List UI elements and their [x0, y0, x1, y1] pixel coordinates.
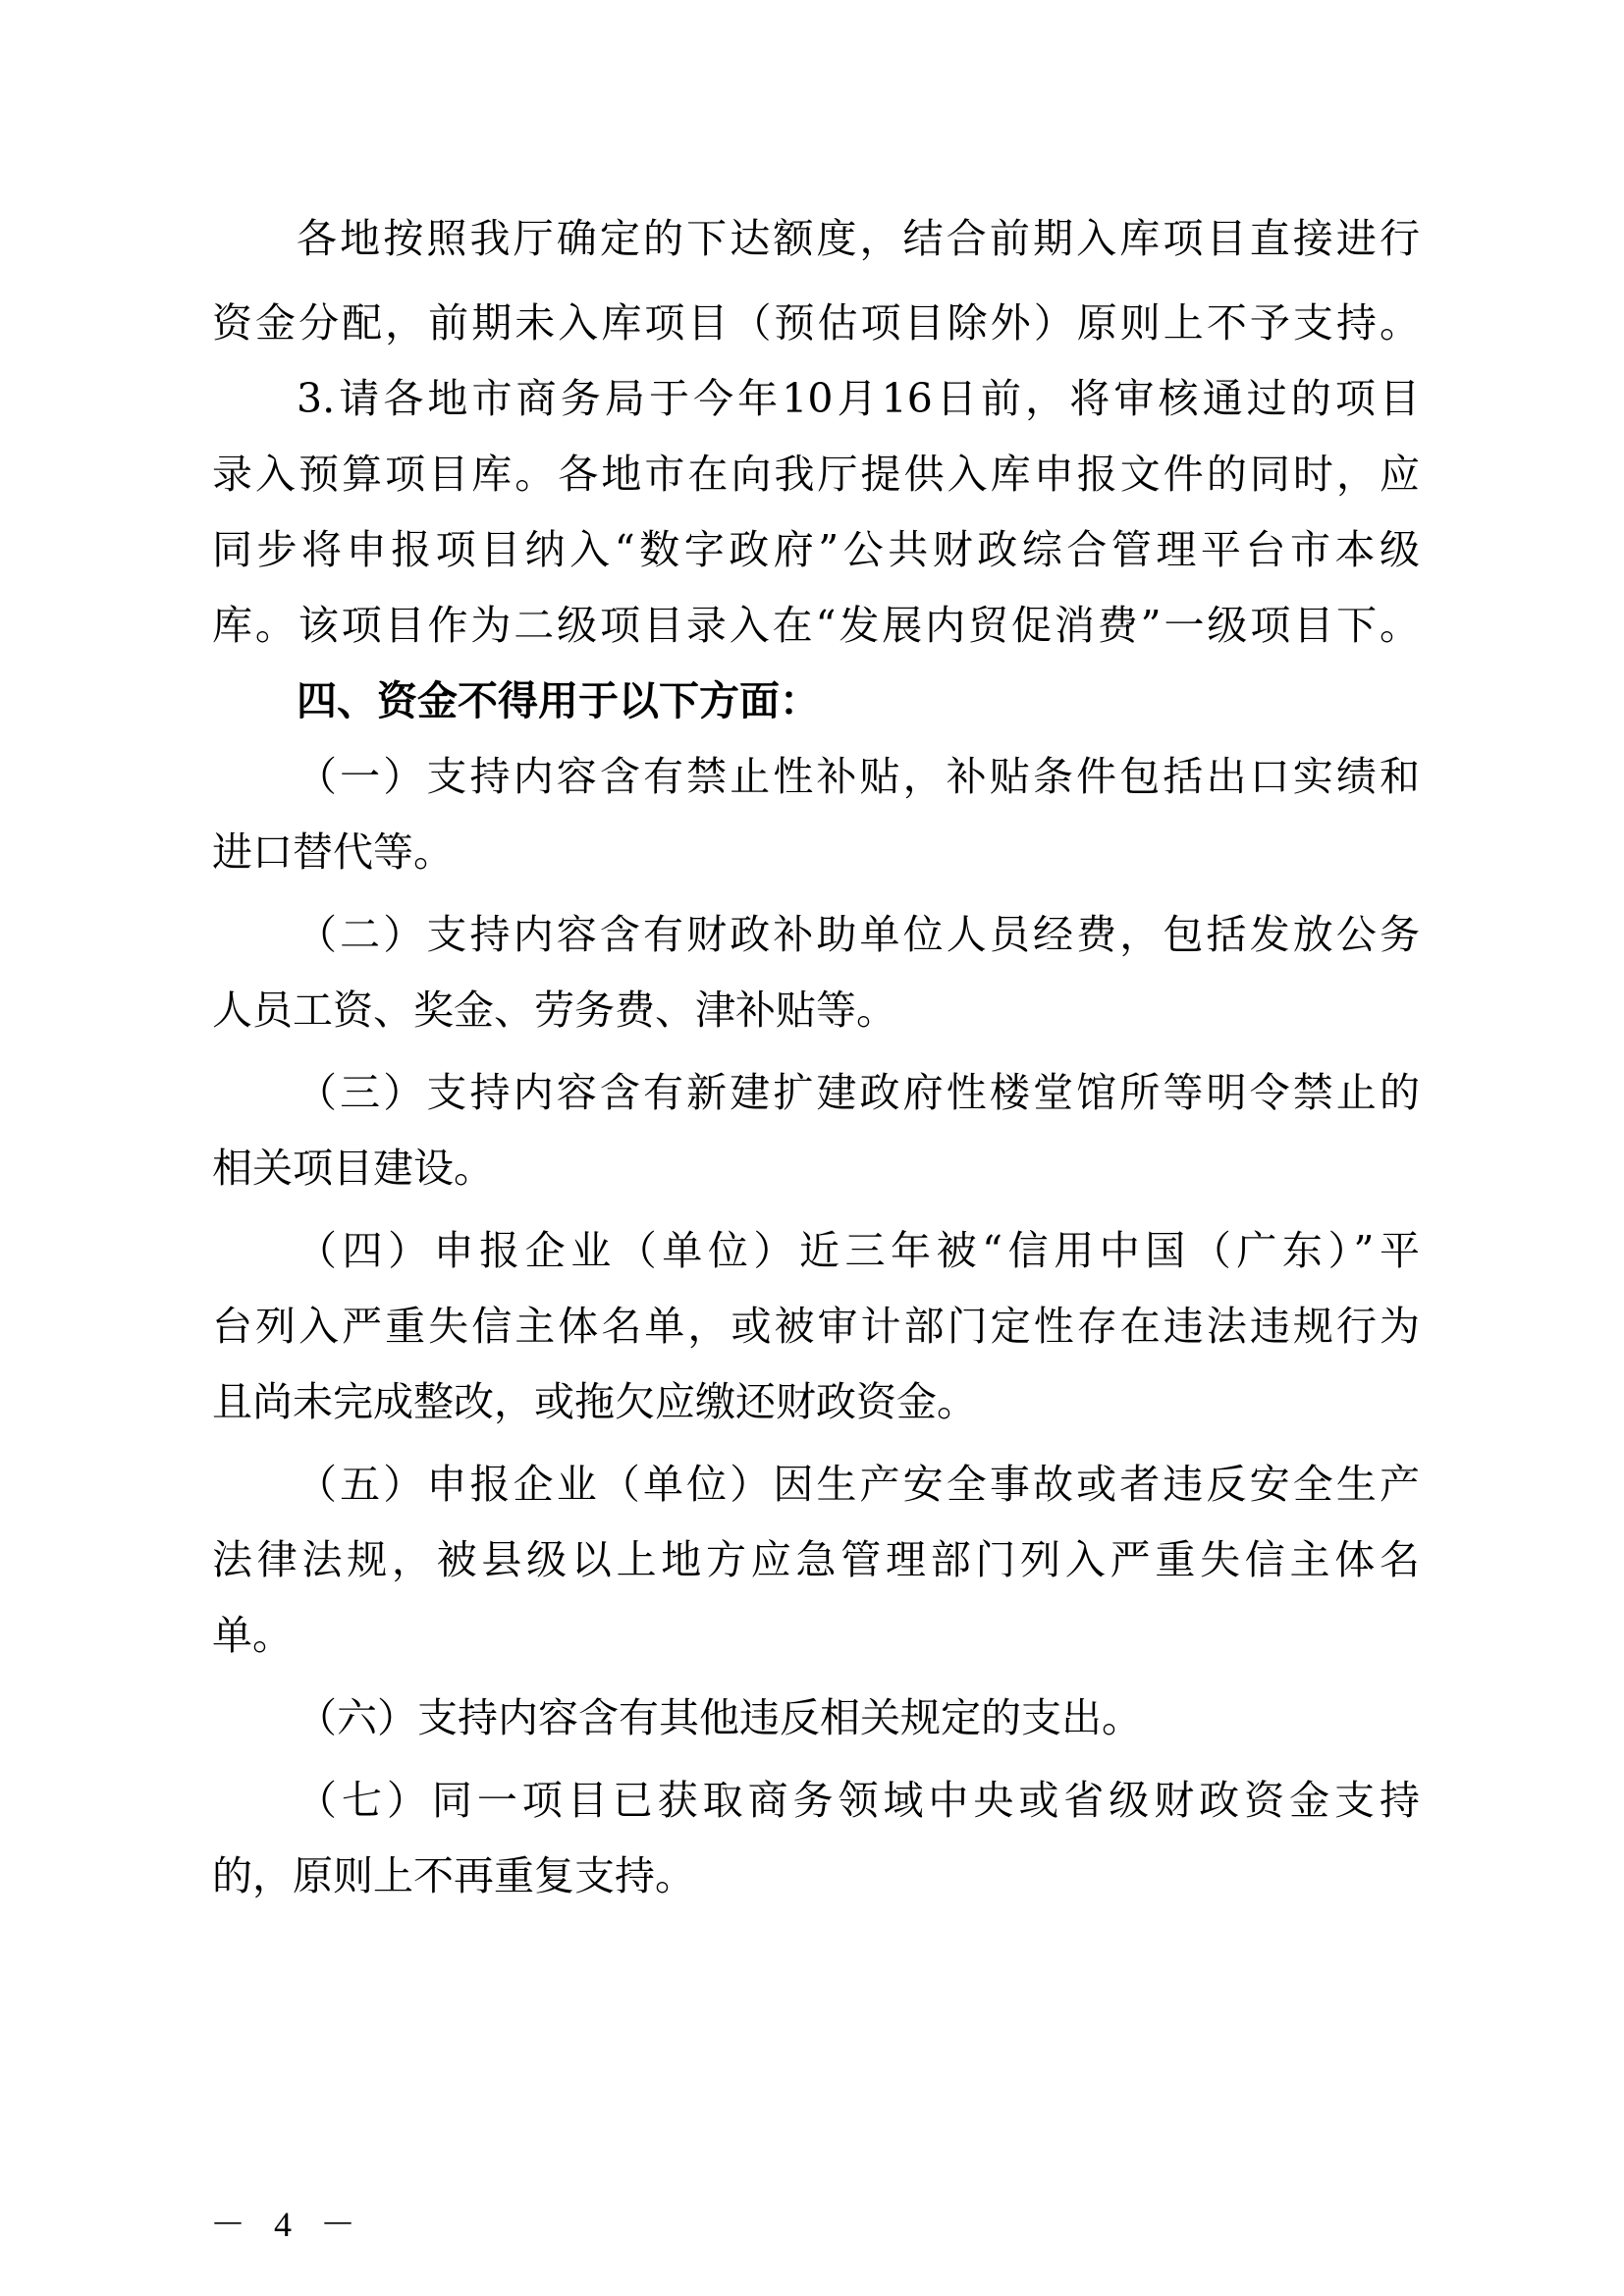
paragraph-line-22: 的，原则上不再重复支持。 [212, 1852, 695, 1899]
paragraph-line-12: （三）支持内容含有新建扩建政府性楼堂馆所等明令禁止的 [297, 1069, 1420, 1116]
page-number: － 4 － [210, 2205, 366, 2244]
paragraph-line-18: 法律法规，被县级以上地方应急管理部门列入严重失信主体名 [212, 1536, 1420, 1583]
paragraph-line-16: 且尚未完成整改，或拖欠应缴还财政资金。 [212, 1378, 977, 1425]
paragraph-line-17: （五）申报企业（单位）因生产安全事故或者违反安全生产 [297, 1461, 1420, 1508]
paragraph-line-21: （七）同一项目已获取商务领域中央或省级财政资金支持 [297, 1777, 1420, 1824]
paragraph-line-8: （一）支持内容含有禁止性补贴，补贴条件包括出口实绩和 [297, 753, 1420, 800]
paragraph-line-11: 人员工资、奖金、劳务费、津补贴等。 [212, 987, 896, 1034]
paragraph-line-10: （二）支持内容含有财政补助单位人员经费，包括发放公务 [297, 911, 1420, 958]
paragraph-line-14: （四）申报企业（单位）近三年被“信用中国（广东）”平 [297, 1227, 1420, 1274]
paragraph-line-1: 各地按照我厅确定的下达额度，结合前期入库项目直接进行 [297, 215, 1420, 262]
paragraph-line-2: 资金分配，前期未入库项目（预估项目除外）原则上不予支持。 [212, 299, 1420, 347]
paragraph-line-19: 单。 [212, 1612, 293, 1659]
paragraph-line-6: 库。该项目作为二级项目录入在“发展内贸促消费”一级项目下。 [212, 602, 1420, 649]
paragraph-line-20: （六）支持内容含有其他违反相关规定的支出。 [297, 1694, 1142, 1741]
paragraph-line-9: 进口替代等。 [212, 828, 454, 876]
paragraph-line-13: 相关项目建设。 [212, 1145, 494, 1192]
paragraph-line-4: 录入预算项目库。各地市在向我厅提供入库申报文件的同时，应 [212, 451, 1420, 498]
paragraph-line-5: 同步将申报项目纳入“数字政府”公共财政综合管理平台市本级 [212, 526, 1420, 573]
paragraph-line-15: 台列入严重失信主体名单，或被审计部门定性存在违法违规行为 [212, 1303, 1420, 1350]
paragraph-line-3: 3.请各地市商务局于今年10月16日前，将审核通过的项目 [297, 375, 1420, 422]
section-heading: 四、资金不得用于以下方面： [297, 677, 820, 724]
